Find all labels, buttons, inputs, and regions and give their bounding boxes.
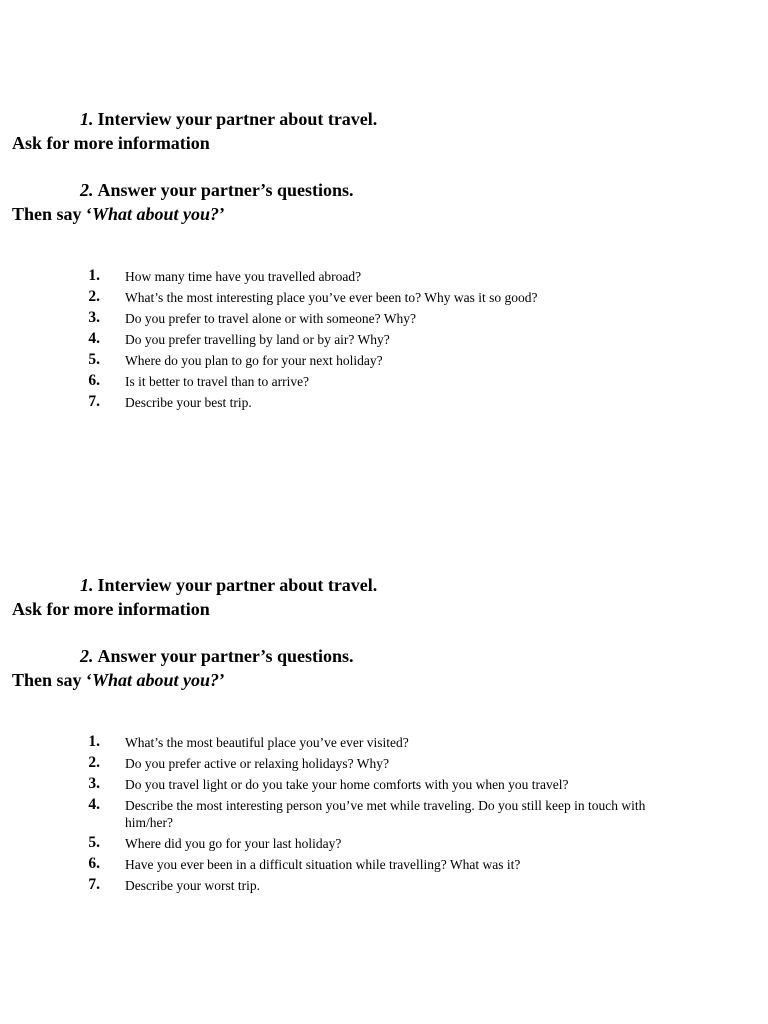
task-1-subtitle: Ask for more information [12,133,210,153]
task-2-number: 2. [80,646,94,666]
question-number: 7. [88,876,100,893]
task-1-number: 1. [80,109,94,129]
question-list [72,734,672,898]
question-item [72,734,672,751]
question-text: Do you prefer travelling by land or by air? Why? [125,332,390,347]
question-text: Describe your best trip. [125,395,252,410]
task-2-subtitle-suffix: ’ [219,670,226,690]
question-text: What’s the most beautiful place you’ve ever visited? [125,735,409,750]
question-item [72,352,672,369]
task-1-title: Interview your partner about travel. [97,575,378,595]
question-text: Is it better to travel than to arrive? [125,374,310,389]
question-text: Where do you plan to go for your next holiday? [125,353,383,368]
task-1-number: 1. [80,575,94,595]
task-2-subtitle [12,669,225,691]
task-1-subtitle: Ask for more information [12,599,210,619]
question-text: How many time have you travelled abroad? [125,269,362,284]
question-item [72,835,672,852]
question-text: Describe your worst trip. [125,878,260,893]
question-number: 5. [88,351,100,368]
question-text: Do you prefer active or relaxing holidays? Why? [125,756,390,771]
task-2-subtitle-emphasis: What about you? [92,670,220,690]
question-item [72,856,672,873]
question-number: 1. [88,733,100,750]
task-2-number: 2. [80,180,94,200]
question-item [72,755,672,772]
question-number: 1. [88,267,100,284]
question-item [72,877,672,894]
question-item [72,797,672,831]
task-2-subtitle-prefix: Then say ‘ [12,670,93,690]
task-2-title: Answer your partner’s questions. [97,180,354,200]
task-2-subtitle-emphasis: What about you? [92,204,220,224]
question-number: 4. [88,330,100,347]
question-item [72,331,672,348]
task-2-title: Answer your partner’s questions. [97,646,354,666]
question-number: 4. [88,796,100,813]
task-1-heading [80,108,377,130]
task-2-heading [80,645,354,667]
question-number: 6. [88,372,100,389]
question-text: Describe the most interesting person you’ve met while traveling. Do you still keep in touch with him/her? [125,798,646,830]
question-text: Where did you go for your last holiday? [125,836,342,851]
task-2-heading [80,179,354,201]
question-number: 5. [88,834,100,851]
question-text: Have you ever been in a difficult situation while travelling? What was it? [125,857,521,872]
task-2-subtitle-suffix: ’ [219,204,226,224]
question-item [72,268,672,285]
question-number: 3. [88,309,100,326]
question-number: 6. [88,855,100,872]
question-number: 3. [88,775,100,792]
task-1-title: Interview your partner about travel. [97,109,378,129]
question-text: Do you travel light or do you take your home comforts with you when you travel? [125,777,569,792]
question-text: Do you prefer to travel alone or with someone? Why? [125,311,417,326]
question-item [72,289,672,306]
task-2-subtitle [12,203,225,225]
question-number: 7. [88,393,100,410]
task-1-heading [80,574,377,596]
question-item [72,310,672,327]
question-item [72,394,672,411]
question-list [72,268,672,415]
question-number: 2. [88,754,100,771]
task-2-subtitle-prefix: Then say ‘ [12,204,93,224]
question-text: What’s the most interesting place you’ve ever been to? Why was it so good? [125,290,538,305]
question-number: 2. [88,288,100,305]
question-item [72,776,672,793]
question-item [72,373,672,390]
